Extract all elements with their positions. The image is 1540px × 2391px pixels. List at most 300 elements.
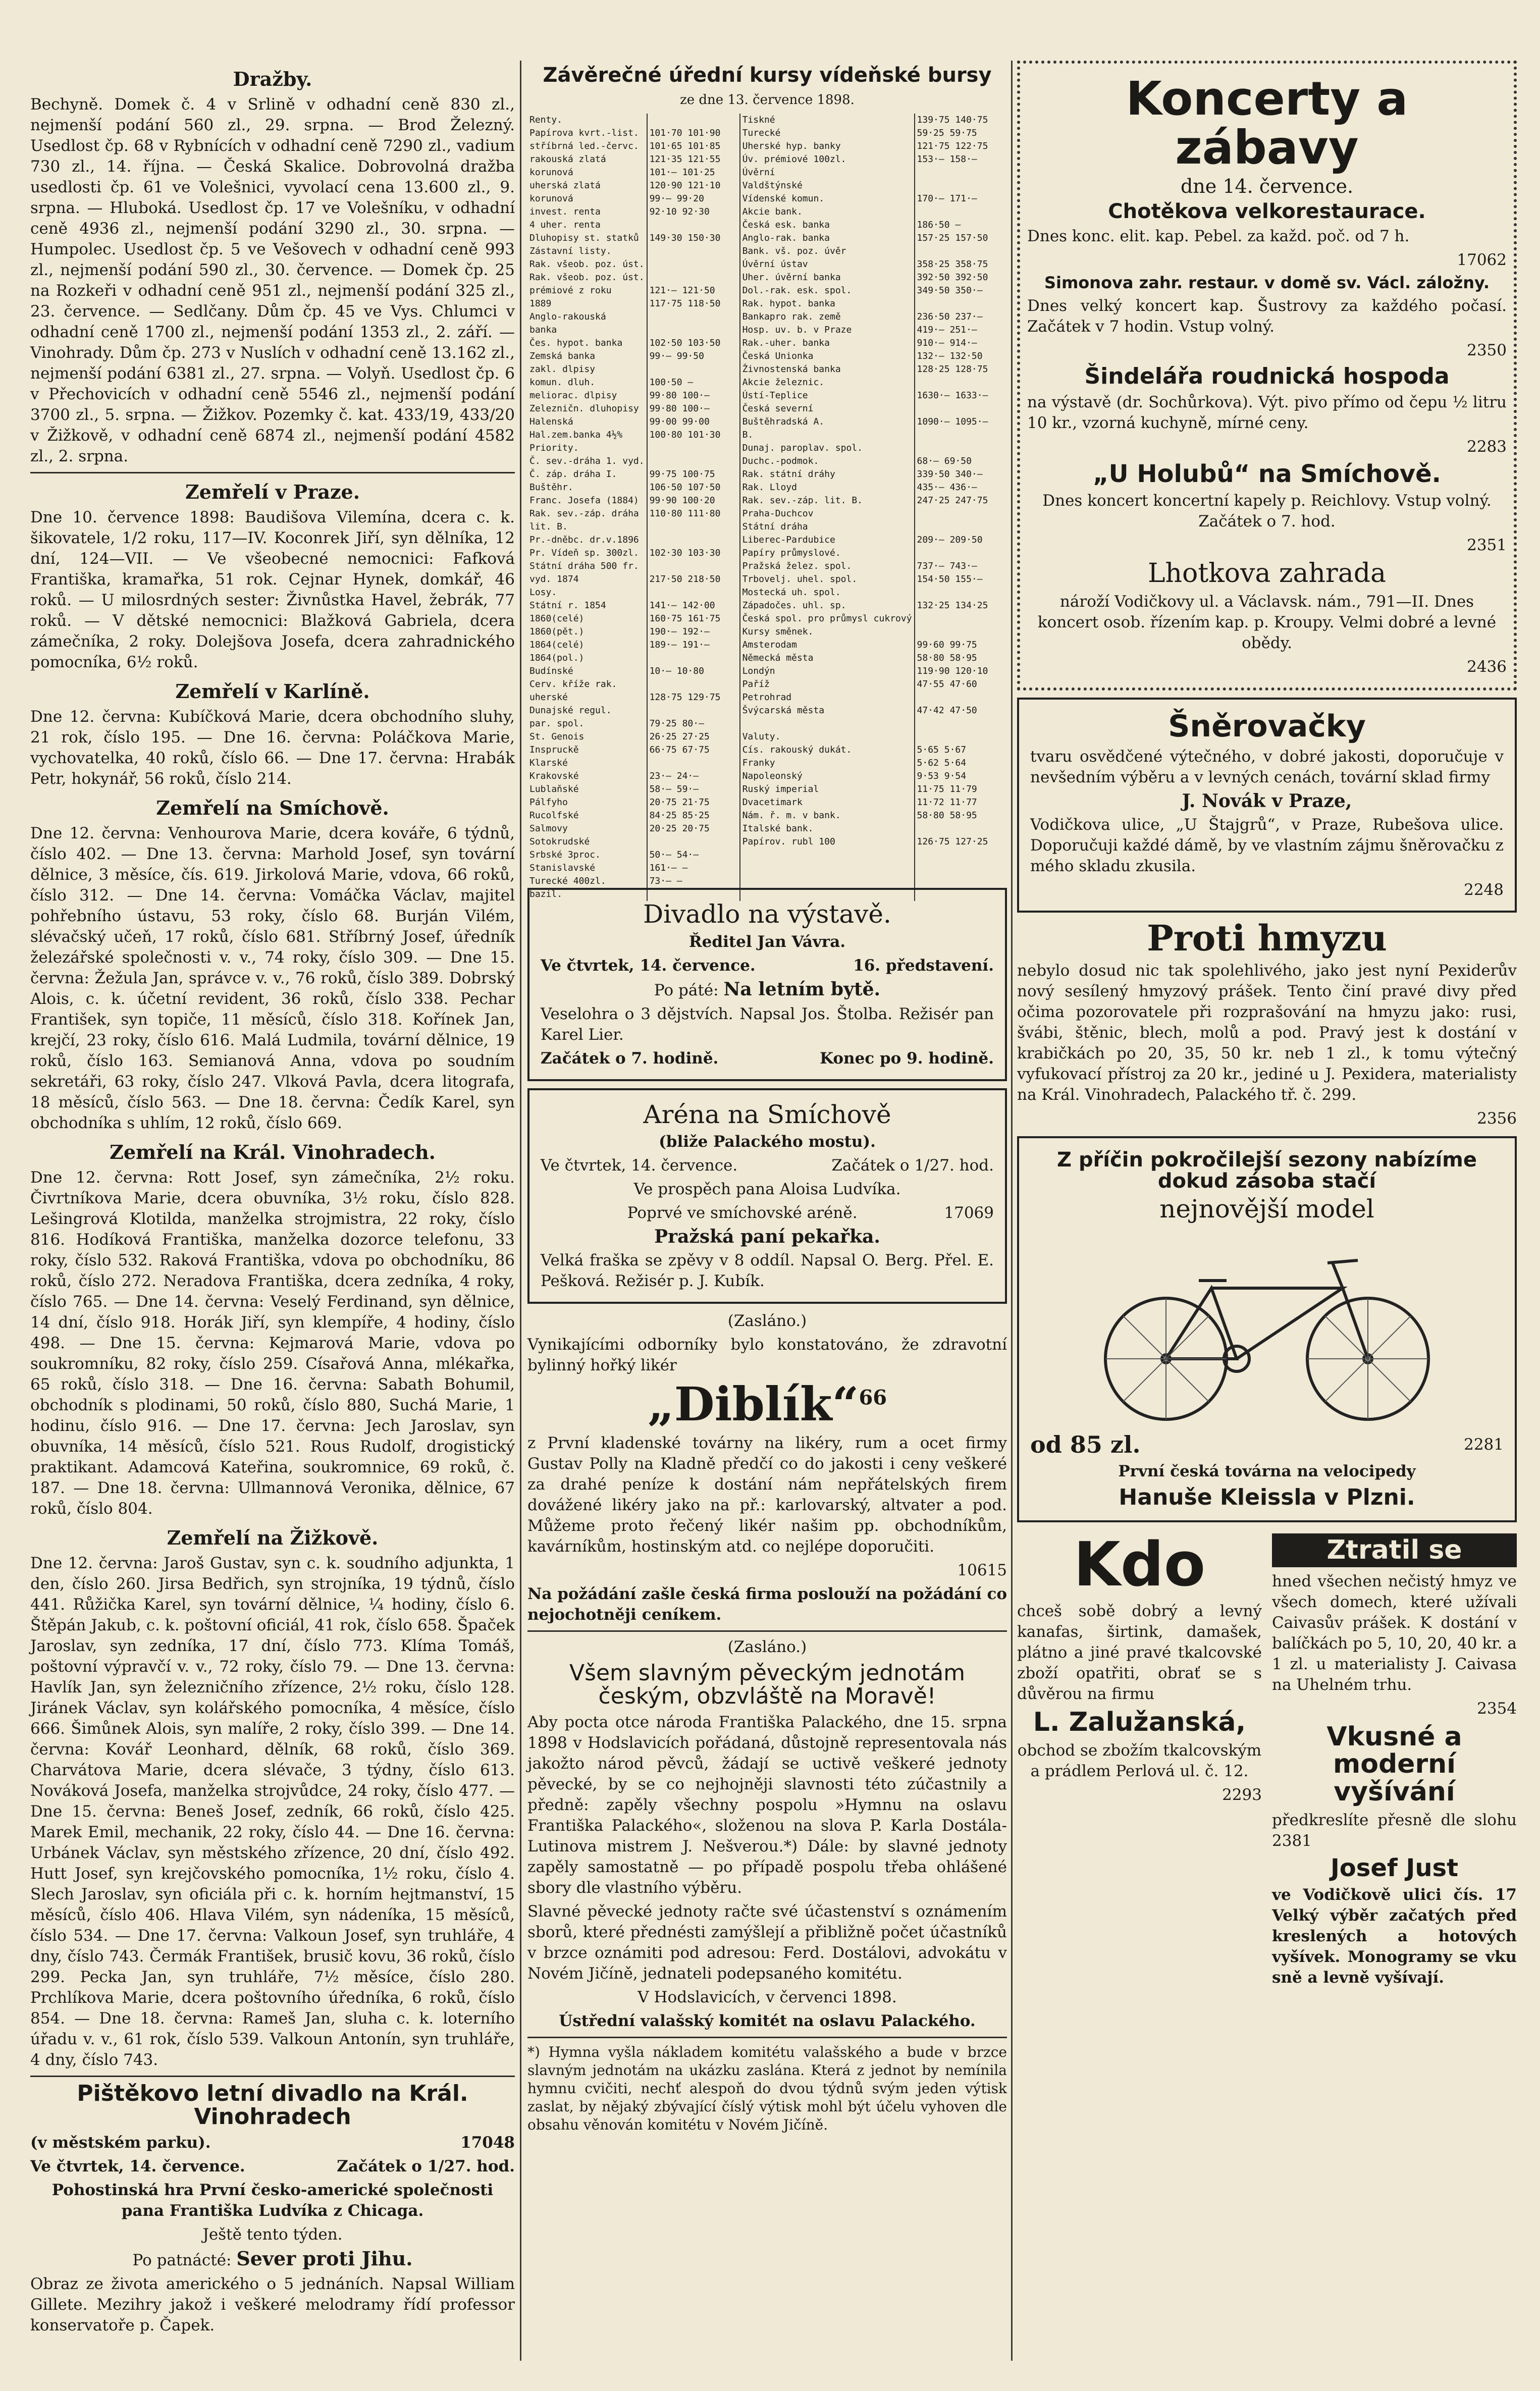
market-date: ze dne 13. července 1898. xyxy=(680,92,855,108)
section-title: Zemřelí v Karlíně. xyxy=(175,680,370,703)
ad-title: Proti hmyzu xyxy=(1147,917,1387,959)
section-title: Zemřelí na Žižkově. xyxy=(167,1526,379,1549)
ad-title: Koncerty a zábavy xyxy=(1126,72,1408,175)
market-item-name: prémiové z roku xyxy=(529,285,612,296)
section-text: Dne 12. června: Jaroš Gustav, syn c. k. soudního adjunkta, 1 den, číslo 260. Jirsa Bedřich, syn strojníka, 19 týdnů, číslo 441. Růžička Karel, syn tovární dělnice, ¼ hodiny, číslo 6. Štěpán Jakub, c. k. poštovní oficiál, 41 rok, číslo 658. Špaček Jaroslav, syn zedníka, 17 dní, číslo 773. Klíma Tomáš, poštovní výpravčí v. v., 72 roky, číslo 79. — Dne 13. června: Havlík Jan, syn železničního zřízence, 2½ roku, číslo 128. Jiránek Václav, syn kolářského pomocníka, 4 měsíce, číslo 666. Šimůnek Alois, syn malíře, 2 roky, číslo 399. — Dne 14. června: Kovář Leonhard, dělník, 68 roků, číslo 369. Charvátova Marie, dcera slévače, 3 týdny, číslo 613. Nováková Josefa, manželka strojvůdce, 24 roky, číslo 477. — Dne 15. června: Beneš Josef, zedník, 66 roků, číslo 425. Marek Emil, mechanik, 22 roky, číslo 44. — Dne 16. června: Urbánek Václav, syn městského zřízence, 20 dní, číslo 492. Hutt Josef, syn krejčovského pomocníka, 1½ roku, číslo 4. Slech Jaroslav, syn oficiála při c. k. horním hejtmanství, 15 měsíců, číslo 406. Hlava Vilém, syn nádeníka, 15 měsíců, číslo 534. — Dne 17. června: Valkoun Josef, syn truhláře, 4 dny, číslo 743. Čermák František, brusič kovu, 36 roků, číslo 299. Pecka Jan, syn truhláře, 7½ měsíce, číslo 280. Prchlíkova Marie, dcera poštovního úředníka, 6 roků, číslo 854. — Dne 18. června: Rameš Jan, sluha c. k. loterního úřadu v. v., 61 rok, číslo 539. Valkoun Antonín, syn truhláře, 4 dny, číslo 743. xyxy=(30,1554,515,2069)
ad-text: Ředitel Jan Vávra. xyxy=(688,932,846,951)
ad-text: nároží Vodičkovy ul. a Václavsk. nám., 791—II. Dnes koncert osob. řízením kap. p. Kroupy. Velmi dobré a levné obědy. xyxy=(1037,592,1497,652)
market-item-value: 99·— 99·20 xyxy=(649,193,704,204)
market-item-value: 128·75 129·75 xyxy=(649,692,721,703)
market-item-name: Švýcarská města xyxy=(742,705,825,716)
market-item-name: Hosp. uv. b. v Praze xyxy=(742,325,852,335)
market-item-value: 9·53 9·54 xyxy=(917,771,967,781)
ad-text: (bliže Palackého mostu). xyxy=(659,1133,876,1151)
market-item-name: zakl. dlpisy xyxy=(529,364,596,375)
market-item-name: Bank. vš. poz. úvěr xyxy=(742,246,846,256)
market-item-name: 1864(celé) xyxy=(529,640,585,650)
ad-title: Lhotkova zahrada xyxy=(1148,558,1386,589)
market-item-name: Česká Unionka xyxy=(742,351,814,361)
market-item-value: 1090·— 1095·— xyxy=(917,416,988,427)
market-item-value: 100·80 101·30 xyxy=(649,430,721,440)
market-item-value: 435·— 436·— xyxy=(917,482,977,493)
market-item-value: 121·75 122·75 xyxy=(917,141,988,151)
market-item-value xyxy=(917,625,1005,639)
market-item-name: Bankapro rak. země xyxy=(742,311,841,322)
ad-title: L. Zalužanská, xyxy=(1033,1707,1246,1738)
market-item-name: Petrohrad xyxy=(742,692,792,703)
linen-ad xyxy=(1017,1529,1262,1991)
market-item-value: 11·75 11·79 xyxy=(917,784,977,794)
market-item-value xyxy=(917,205,1005,219)
notice-label: (Zasláno.) xyxy=(727,1637,807,1656)
market-item-value xyxy=(917,297,1005,310)
market-item-name: Krakovské xyxy=(529,771,579,781)
market-item-value: 119·90 120·10 xyxy=(917,666,988,676)
market-item-value: 23·— 24·— xyxy=(649,771,699,781)
market-item-value: 26·25 27·25 xyxy=(649,731,710,742)
market-item-value: 139·75 140·75 xyxy=(917,115,988,125)
market-item-name: Akcie železnic. xyxy=(742,377,825,388)
ad-text: obchod se zbožím tkalcovským a prádlem Perlová ul. č. 12. xyxy=(1017,1741,1262,1780)
ad-title: Šindelářa roudnická hospoda xyxy=(1084,363,1450,389)
ad-title: „Diblík“$^{66}$ xyxy=(647,1377,887,1431)
market-item-name: Ústí-Teplice xyxy=(742,390,808,401)
market-item-name: 1860(pět.) xyxy=(529,626,585,637)
market-item-name: Uherské hyp. banky xyxy=(742,141,841,151)
market-item-name: par. spol. xyxy=(529,718,585,729)
market-item-name: Zelezničn. dluhopisy xyxy=(529,403,639,414)
ad-text: První česká továrna na velocipedy xyxy=(1118,1462,1416,1480)
ad-number: 17062 xyxy=(1457,251,1507,270)
market-item-name: Praha-Duchcov xyxy=(742,508,814,519)
market-item-value xyxy=(650,586,737,599)
ad-title: Ztratil se xyxy=(1272,1533,1517,1567)
market-item-value: 153·— 158·— xyxy=(917,154,977,165)
ad-text: nebylo dosud nic tak spolehlivého, jako jest nyní Pexiderův nový sesílený hmyzový prášek. Tento činí pravé divy před očima pozorovatele při rozprašování na hmyzu jako: rusi, švábi, štěnic, blech, molů a pod. Pravý jest k dostání v krabičkách po 20, 35, 50 kr. neb 1 zl., k tomu výtečný vyfukovací přístroj za 20 kr., jediné u J. Pexidera, materialisty na Král. Vinohradech, Palackého tř. č. 299. xyxy=(1017,962,1517,1104)
market-item-value: 126·75 127·25 xyxy=(917,836,988,847)
market-item-name: Buštěhradská A. xyxy=(742,416,825,427)
section-title: Zemřelí v Praze. xyxy=(185,481,360,503)
market-item-name: Rak. všeob. poz. úst. xyxy=(529,259,645,270)
market-item-name: Rak. státní dráhy xyxy=(742,469,835,480)
market-item-value: 132·— 132·50 xyxy=(917,351,983,361)
market-item-name: 1864(pol.) xyxy=(529,653,585,663)
market-item-value: 170·— 171·— xyxy=(917,193,977,204)
bicycle-illustration xyxy=(1090,1233,1444,1424)
market-item-value: 128·25 128·75 xyxy=(917,364,988,375)
market-item-name: St. Genois xyxy=(529,731,585,742)
market-item-name: Pr. Vídeň sp. 300zl. xyxy=(529,548,639,558)
market-item-value: 186·50 — xyxy=(917,220,961,230)
market-item-value xyxy=(650,534,737,547)
market-item-name: rakouská zlatá xyxy=(529,154,606,165)
ad-title: Hanuše Kleissla v Plzni. xyxy=(1119,1484,1415,1510)
market-item-name: Valdštýnské xyxy=(742,180,803,191)
market-item-name: Salmovy xyxy=(529,823,568,834)
market-names-right xyxy=(740,114,915,901)
bicycle-ad xyxy=(1017,1136,1517,1522)
market-item-name: Papírova kvrt.-list. xyxy=(529,128,639,138)
market-item-name: Dluhopisy st. statků xyxy=(529,233,639,243)
ad-text: hned všechen nečistý hmyz ve všech domech, které užívali Caivasův prášek. K dostání v balíčkách po 5, 10, 20, 40 kr. a 1 zl. u materialisty J. Caivasa na Uhelném trhu. xyxy=(1272,1572,1517,1694)
market-item-name: Dvacetimark xyxy=(742,797,803,808)
market-item-value xyxy=(650,560,737,573)
ad-line: Po páté: Na letním bytě. xyxy=(654,978,881,1000)
market-item-name: Cerv. kříže rak. xyxy=(529,679,617,689)
market-item-value xyxy=(650,757,737,770)
ad-text: Dnes konc. elit. kap. Pebel. za každ. poč. od 7 h. xyxy=(1027,227,1410,246)
market-item-name: komun. dluh. xyxy=(529,377,596,388)
ad-number: 10615 xyxy=(957,1561,1007,1579)
market-item-value xyxy=(917,442,1005,455)
market-item-name: Valuty. xyxy=(742,731,781,742)
ad-text: Velká fraška se zpěvy v 8 oddíl. Napsal O. Berg. Přel. E. Pešková. Režisér p. J. Kubík. xyxy=(541,1251,994,1290)
market-values-left xyxy=(647,114,740,901)
market-item-name: Londýn xyxy=(742,666,775,676)
market-item-value: 149·30 150·30 xyxy=(649,233,721,243)
ad-text: Ústřední valašský komitét na oslavu Palackého. xyxy=(559,2011,976,2030)
market-item-value: 99·75 100·75 xyxy=(649,469,715,480)
market-item-value: 79·25 80·— xyxy=(649,718,704,729)
market-item-name: Papírov. rubl 100 xyxy=(742,836,835,847)
market-item-value: 58·80 58·95 xyxy=(917,653,977,663)
market-item-value: 117·75 118·50 xyxy=(649,298,721,309)
market-item-value xyxy=(917,691,1005,704)
market-item-name: Trbovelj. uhel. spol. xyxy=(742,574,858,585)
footnote: *) Hymna vyšla nákladem komitétu valašského a bude v brzce slavným jednotám na ukázku zaslána. Která z jednot by nemínila hymnu cvičiti, nechť alespoň do dvou týdnů svým jeden výtisk zaslat, by nějaký zbývající číslý výtisk mohl být účelu vyhoven dle obsahu věnován komitétu v Novém Jičíně. xyxy=(527,2043,1007,2133)
market-item-value: 106·50 107·50 xyxy=(649,482,721,493)
divider xyxy=(30,2076,515,2077)
ad-title: Josef Just xyxy=(1330,1853,1459,1882)
market-item-name: Klarské xyxy=(529,758,568,768)
ad-number: 2283 xyxy=(1467,437,1507,456)
ad-title: Simonova zahr. restaur. v domě sv. Václ. záložny. xyxy=(1044,273,1490,293)
ad-title: Vkusné a moderní vyšívání xyxy=(1326,1721,1462,1807)
market-item-value: 141·— 142·00 xyxy=(649,600,715,611)
market-item-value xyxy=(917,547,1005,560)
ad-text: Vynikajícími odborníky bylo konstatováno, že zdravotní bylinný hořký likér xyxy=(527,1336,1007,1374)
market-item-value: 66·75 67·75 xyxy=(649,745,710,755)
ad-text: J. Novák v Praze, xyxy=(1182,790,1352,812)
market-item-value: 209·— 209·50 xyxy=(917,535,983,545)
market-item-name: Rak. hypot. banka xyxy=(742,298,835,309)
market-item-value: 102·30 103·30 xyxy=(649,548,721,558)
market-item-value: 190·— 192·— xyxy=(649,626,710,637)
market-item-value xyxy=(917,245,1005,258)
market-item-value: 101·65 101·85 xyxy=(649,141,721,151)
market-item-name: uherské xyxy=(529,692,568,703)
market-item-name: Napoleonský xyxy=(742,771,803,781)
market-item-name: Pr.-dněbc. dr.v.1896 xyxy=(529,535,639,545)
ad-title: Kdo xyxy=(1073,1530,1206,1601)
market-item-value: 20·75 21·75 xyxy=(649,797,710,808)
corset-ad xyxy=(1017,698,1517,913)
market-item-value: 132·25 134·25 xyxy=(917,600,988,611)
market-item-name: Česká spol. pro průmysl cukrový xyxy=(742,613,912,624)
market-item-value: 47·55 47·60 xyxy=(917,679,977,689)
market-item-value: 47·42 47·50 xyxy=(917,705,977,716)
market-item-value: 73·— — xyxy=(649,876,682,886)
market-item-value: 5·65 5·67 xyxy=(917,745,967,755)
market-item-value xyxy=(917,612,1005,625)
arena-ad xyxy=(527,1088,1007,1304)
bottom-ads xyxy=(1017,1529,1517,1991)
market-item-value: 11·72 11·77 xyxy=(917,797,977,808)
ad-title: Pištěkovo letní divadlo na Král. Vinohradech xyxy=(77,2081,468,2130)
market-item-name: Paříž xyxy=(742,679,770,689)
ad-text: ve Vodičkově ulici čís. 17 Velký výběr začatých před kreslených a hotových vyšívek. Monogramy se vku sně a levně vyšívají. xyxy=(1272,1885,1517,1987)
market-item-name: banka xyxy=(529,325,557,335)
market-item-value: 217·50 218·50 xyxy=(649,574,721,585)
market-item-name: Úvěrní xyxy=(742,167,775,178)
ad-text: V Hodslavicích, v červenci 1898. xyxy=(638,1988,897,2006)
market-title: Závěrečné úřední kursy vídeňské bursy xyxy=(543,64,992,87)
market-item-name: Kursy směnek. xyxy=(742,626,814,637)
divider xyxy=(30,472,515,473)
ad-text: tvaru osvědčené výtečného, v dobré jakosti, doporučuje v nevšedním výběru a v levných cenách, tovární sklad firmy xyxy=(1030,747,1504,786)
market-item-value: 99·80 100·— xyxy=(649,390,710,401)
market-item-value: 157·25 157·50 xyxy=(917,233,988,243)
market-item-name: Halenská xyxy=(529,416,573,427)
market-item-value xyxy=(917,822,1005,835)
market-item-value: 121·35 121·55 xyxy=(649,154,721,165)
section-text: Bechyně. Domek č. 4 v Srlině v odhadní ceně 830 zl., nejmenší podání 560 zl., 29. srpna. — Brod Železný. Usedlost čp. 68 v Rybnících v odhadní ceně 7290 zl., vadium 730 zl., 14. října. — Česká Skalice. Dobrovolná dražba usedlosti čp. 61 ve Volešnici, vyvolací cena 13.600 zl., 9. srpna. — Hluboká. Usedlost čp. 17 ve Volešníku, v odhadní ceně 4936 zl., nejmenší podání 3290 zl., 30. srpna. — Humpolec. Usedlost čp. 5 ve Vešovech v odhadní ceně 993 zl., nejmenší podání 590 zl., 30. července. — Domek čp. 25 na Rozkeři v odhadní ceně 951 zl., nejmenší podání 325 zl., 23. července. — Sedlčany. Dům čp. 45 ve Vys. Chlumci v odhadní ceně 1700 zl., nejmenší podání 1353 zl., 2. září. — Vinohrady. Dům čp. 273 v Nuslích v odhadní ceně 13.162 zl., nejmenší podání 6381 zl., 27. srpna. — Volyň. Usedlost čp. 6 v Přechovicích v odhadní ceně 5546 zl., nejmenší podání 3700 zl., 5. srpna. — Žižkov. Pozemky č. kat. 433/19, 433/20 v Žižkově, v odhadní ceně 6874 zl., nejmenší podání 4582 zl., 2. srpna. xyxy=(30,95,515,465)
market-item-value: 910·— 914·— xyxy=(917,338,977,348)
ad-line: Ve čtvrtek, 14. července. Začátek o 1/27. hod. xyxy=(30,2157,515,2176)
ad-line: Začátek o 7. hodině. Konec po 9. hodině. xyxy=(541,1049,994,1068)
market-item-name: Č. záp. dráha I. xyxy=(529,469,617,480)
market-item-value: 247·25 247·75 xyxy=(917,495,988,506)
market-item-name: Franc. Josefa (1884) xyxy=(529,495,639,506)
market-item-name: Živnostenská banka xyxy=(742,364,841,375)
market-item-value: 58·— 59·— xyxy=(649,784,699,794)
market-item-name: Česká esk. banka xyxy=(742,220,830,230)
market-item-name: Stanislavské xyxy=(529,863,596,873)
section-text: Dne 10. července 1898: Baudišova Vilemína, dcera c. k. šikovatele, 1/2 roku, 117—IV. Koconrek Jiří, syn dělníka, 12 dní, 124—VII. — Ve všeobecné nemocnici: Fafková Františka, kramařka, 51 rok. Cejnar Hynek, domkář, 46 roků. — U milosrdných sester: Živnůstka Havel, žebrák, 77 roků. — V dětské nemocnici: Blažková Gabriela, dcera zámečníka, 2 roky. Dolejšova Josefa, dcera zahradnického pomocníka, 6½ roků. xyxy=(30,508,515,671)
market-item-name: Rak.-uher. banka xyxy=(742,338,830,348)
ad-title: nejnovější model xyxy=(1159,1194,1374,1224)
market-item-name: Zemská banka xyxy=(529,351,596,361)
market-item-name: Západočes. uhl. sp. xyxy=(742,600,846,611)
market-item-name: Zástavní listy. xyxy=(529,246,612,256)
ad-title: Z příčin pokročilejší sezony nabízíme dokud zásoba stačí xyxy=(1057,1148,1477,1193)
market-item-name: korunová xyxy=(529,167,573,178)
market-item-value xyxy=(650,324,737,337)
market-item-name: uherská zlatá xyxy=(529,180,601,191)
market-item-name: Vídenské komun. xyxy=(742,193,825,204)
market-item-value: 236·50 237·— xyxy=(917,311,983,322)
column-right xyxy=(1017,61,1517,1991)
market-item-value xyxy=(650,245,737,258)
market-item-name: Hal.zem.banka 4½% xyxy=(529,430,623,440)
market-item-value xyxy=(650,835,737,848)
ad-line: předkreslíte přesně dle slohu 2381 xyxy=(1272,1811,1517,1850)
column-divider xyxy=(520,61,521,2361)
market-item-name: Dol.-rak. esk. spol. xyxy=(742,285,852,296)
divider xyxy=(527,2037,1007,2038)
market-item-name: Amsterodam xyxy=(742,640,797,650)
market-item-value xyxy=(650,114,737,127)
ad-line: Ve čtvrtek, 14. července. 16. představení. xyxy=(541,956,994,975)
ad-line: od 85 zl. 2281 xyxy=(1030,1430,1504,1458)
ad-text: Dnes koncert koncertní kapely p. Reichlovy. Vstup volný. Začátek o 7. hod. xyxy=(1042,492,1492,531)
ad-text: Ve prospěch pana Aloisa Ludvíka. xyxy=(633,1180,901,1198)
market-table xyxy=(527,114,1007,899)
ad-number: 2354 xyxy=(1477,1699,1517,1718)
ad-number: 2293 xyxy=(1222,1785,1262,1804)
market-item-name: Rak. Lloyd xyxy=(742,482,797,493)
ad-number: 2436 xyxy=(1467,657,1507,676)
market-item-value: 737·— 743·— xyxy=(917,561,977,571)
market-item-name: Uher. úvěrní banka xyxy=(742,272,841,283)
ad-number: 2350 xyxy=(1467,341,1507,359)
section-text: Dne 12. června: Venhourova Marie, dcera kováře, 6 týdnů, číslo 402. — Dne 13. června: Marhold Josef, syn tovární dělnice, 3 měsíce, čís. 619. Jirkolová Marie, vdova, 66 roků, číslo 312. — Dne 14. června: Vomáčka Václav, majitel pohřebního ústavu, 53 roky, číslo 68. Burján Vilém, slévačský učeň, 17 roků, číslo 681. Stříbrný Josef, úředník železářské společnosti v. v., 74 roky, číslo 309. — Dne 15. června: Žežula Jan, správce v. v., 76 roků, číslo 389. Dobrský Alois, c. k. účetní revident, 36 roků, číslo 338. Pechar František, syn topiče, 11 měsíců, číslo 318. Kořínek Jan, krejčí, 23 roky, číslo 616. Malá Ludmila, tovární dělnice, 19 roků, číslo 163. Semianová Anna, vdova po soudním sekretáři, 63 roky, číslo 247. Vlková Pavla, dcera litografa, 18 měsíců, číslo 563. — Dne 18. června: Čedík Karel, syn obchodníka s uhlím, 12 roků, číslo 669. xyxy=(30,824,515,1132)
market-item-value xyxy=(650,271,737,284)
market-item-name: Turecké xyxy=(742,128,781,138)
market-item-name: Liberec-Pardubice xyxy=(742,535,835,545)
market-item-value: 20·25 20·75 xyxy=(649,823,710,834)
market-item-value xyxy=(650,520,737,534)
market-item-name: Rak. sev.-záp. lit. B. xyxy=(742,495,863,506)
market-item-name: Pálfyho xyxy=(529,797,568,808)
market-item-name: Papíry průmyslové. xyxy=(742,548,841,558)
market-item-name: Budínské xyxy=(529,666,573,676)
market-item-value: 161·— — xyxy=(649,863,688,873)
market-item-value xyxy=(650,363,737,376)
market-item-name: Německá města xyxy=(742,653,814,663)
market-item-value: 419·— 251·— xyxy=(917,325,977,335)
ad-text: na výstavě (dr. Sochůrkova). Výt. pivo přímo od čepu ½ litru 10 kr., vzorná kuchyně, mírné ceny. xyxy=(1027,393,1507,432)
market-item-name: 4 uher. renta xyxy=(529,220,601,230)
market-item-name: Priority. xyxy=(529,443,579,453)
market-item-value: 160·75 161·75 xyxy=(649,613,721,624)
pest-ad xyxy=(1272,1529,1517,1991)
market-item-name: 1860(celé) xyxy=(529,613,585,624)
market-item-value: 102·50 103·50 xyxy=(649,338,721,348)
ad-text: Pražská paní pekařka. xyxy=(654,1226,880,1247)
market-item-value: 121·— 121·50 xyxy=(649,285,715,296)
market-item-name: Akcie bank. xyxy=(742,206,803,217)
market-item-value xyxy=(917,402,1005,415)
notice-label: (Zasláno.) xyxy=(727,1312,807,1330)
ad-text: Slavné pěvecké jednoty račte své účastenství s oznámením sborů, které přednésti zamýšlejí a přibližně počet účastníků v brzce oznámiti pod adresou: Ferd. Dostálovi, advokátu v Novém Jičíně, jednateli podepsaného komitétu. xyxy=(527,1902,1007,1983)
ad-line: Poprvé ve smíchovské aréně. 17069 xyxy=(627,1204,994,1222)
market-item-value: 110·80 111·80 xyxy=(649,508,721,519)
ad-text: Aby pocta otce národa Františka Palackého, dne 15. srpna 1898 v Hodslavicích pořádaná, důstojně representovala nás jakožto národ pěvců, žádají se uctivě veškeré jednoty pěvecké, by se co nejhojněji slavnosti této zúčastnily a předně: zapěly všechny pospolu »Hymnu na oslavu Františka Palackého«, složenou na slova P. Karla Dostála-Lutinova mistrem J. Nešverou.*) Dále: by slavné jednoty zapěly samostatně — po případě pospolu třeba ohlášené sbory dle vlastního výběru. xyxy=(527,1713,1007,1897)
section-title: Zemřelí na Smíchově. xyxy=(156,796,389,819)
market-item-name: meliorac. dlpisy xyxy=(529,390,617,401)
market-item-value xyxy=(650,704,737,717)
ad-title: Aréna na Smíchově xyxy=(643,1099,891,1129)
market-item-name: Lublaňské xyxy=(529,784,579,794)
market-names-left xyxy=(527,114,647,901)
market-item-value: 99·80 100·— xyxy=(649,403,710,414)
ad-title: Divadlo na výstavě. xyxy=(643,899,891,929)
market-item-name: 1889 xyxy=(529,298,552,309)
section-title: Dražby. xyxy=(233,68,312,90)
market-item-name: Mostecká uh. spol. xyxy=(742,587,841,598)
market-item-value xyxy=(650,652,737,665)
market-item-name: Tiskné xyxy=(742,115,775,125)
market-item-value: 68·— 69·50 xyxy=(917,456,972,466)
market-item-name: Úv. prémiové 100zl. xyxy=(742,154,846,165)
market-item-value xyxy=(650,258,737,271)
market-item-name: Státní dráha 500 fr. xyxy=(529,561,639,571)
market-item-name: Ruský imperial xyxy=(742,784,819,794)
market-item-value xyxy=(650,455,737,468)
ad-text: Obraz ze života amerického o 5 jednáních. Napsal William Gillete. Mezihry jakož i veškeré melodramy řídí professor konservatoře p. Čapek. xyxy=(30,2275,515,2335)
market-item-name: Úvěrní ústav xyxy=(742,259,808,270)
ad-number: 2351 xyxy=(1467,536,1507,555)
market-item-name: Duchc.-podmok. xyxy=(742,456,819,466)
market-item-name: Rak. všeob. poz. úst. xyxy=(529,272,645,283)
market-item-value: 84·25 85·25 xyxy=(649,810,710,821)
market-item-name: Anglo-rakouská xyxy=(529,311,606,322)
market-item-value xyxy=(917,507,1005,520)
market-item-value xyxy=(917,179,1005,192)
market-item-value: 120·90 121·10 xyxy=(649,180,721,191)
market-item-value: 100·50 — xyxy=(649,377,694,388)
concerts-frame xyxy=(1017,61,1517,690)
divider xyxy=(527,1630,1007,1632)
market-item-value xyxy=(650,219,737,232)
market-item-name: Srbské 3proc. xyxy=(529,849,601,860)
market-item-name: Franky xyxy=(742,758,775,768)
market-item-name: Č. sev.-dráha 1. vyd. xyxy=(529,456,645,466)
market-item-name: Renty. xyxy=(529,115,563,125)
market-item-name: Rucolfské xyxy=(529,810,579,821)
market-item-name: Pražská želez. spol. xyxy=(742,561,852,571)
market-item-name: bazil. xyxy=(529,889,563,899)
market-item-value: 1630·— 1633·— xyxy=(917,390,988,401)
market-item-value: 101·70 101·90 xyxy=(649,128,721,138)
market-item-value xyxy=(917,717,1005,730)
ad-title: Chotěkova velkorestaurace. xyxy=(1108,200,1426,224)
market-item-name: Inspruckě xyxy=(529,745,579,755)
ad-title: Všem slavným pěveckým jednotám českým, obzvláště na Moravě! xyxy=(569,1660,966,1709)
market-item-name xyxy=(742,717,912,730)
market-item-name: Buštěhr. xyxy=(529,482,573,493)
ad-line: Po patnácté: Sever proti Jihu. xyxy=(132,2247,413,2270)
ad-number: 2356 xyxy=(1477,1109,1517,1128)
section-text: Dne 12. června: Kubíčková Marie, dcera obchodního sluhy, 21 rok, číslo 195. — Dne 16. června: Poláčkova Marie, vychovatelka, 40 roků, číslo 66. — Dne 17. června: Hrabák Petr, hokynář, 56 roků, číslo 214. xyxy=(30,708,515,788)
market-item-value xyxy=(650,310,737,324)
market-item-value: 99·— 99·50 xyxy=(649,351,704,361)
ad-title: „U Holubů“ na Smíchově. xyxy=(1093,459,1441,488)
market-item-name: Čes. hypot. banka xyxy=(529,338,623,348)
market-item-value: 349·50 350·— xyxy=(917,285,983,296)
market-item-name: Rak. sev.-záp. dráha xyxy=(529,508,639,519)
market-item-name: Sotokrudské xyxy=(529,836,590,847)
market-item-value xyxy=(917,586,1005,599)
ad-text: Veselohra o 3 dějstvích. Napsal Jos. Štolba. Režisér pan Karel Lier. xyxy=(541,1004,994,1044)
market-item-value: 10·— 10·80 xyxy=(649,666,704,676)
section-title: Zemřelí na Král. Vinohradech. xyxy=(110,1141,436,1163)
ad-title: Šněrovačky xyxy=(1168,708,1366,744)
market-item-value: 5·62 5·64 xyxy=(917,758,967,768)
ad-text: Dnes velký koncert kap. Šustrovy za každého počasí. Začátek v 7 hodin. Vstup volný. xyxy=(1027,296,1507,336)
market-item-value: 101·— 101·25 xyxy=(649,167,715,178)
market-item-value: 392·50 392·50 xyxy=(917,272,988,283)
market-item-name: invest. renta xyxy=(529,206,601,217)
ad-line: Ve čtvrtek, 14. července. Začátek o 1/27. hod. xyxy=(541,1156,994,1175)
section-text: Dne 12. června: Rott Josef, syn zámečníka, 2½ roku. Čivrtníkova Marie, dcera obuvníka, 3½ roku, číslo 828. Lešingrová Klotilda, manželka strojmistra, 22 roky, číslo 816. Hodíková Františka, manželka dozorce telefonu, 33 roky, číslo 532. Raková Františka, vdova po obchodníku, 86 roků, číslo 272. Neradova Františka, dcera zedníka, 4 roky, číslo 765. — Dne 14. června: Veselý Ferdinand, syn dělnice, 14 dní, číslo 918. Horák Jiří, syn klempíře, 4 hodiny, číslo 498. — Dne 15. června: Kejmarová Marie, vdova po soukromníku, 82 roky, číslo 259. Císařová Anna, mlékařka, 65 roků, číslo 318. — Dne 16. června: Sabath Bohumil, obchodník s plodinami, 50 roků, číslo 880, Suchá Marie, 1 hodinu, číslo 916. — Dne 17. června: Jech Jaroslav, syn obuvníka, 14 měsíců, číslo 521. Rous Rudolf, drogistický praktikant. Adamcová Kateřina, soukromnice, 69 roků, č. 187. — Dne 18. června: Ullmannová Veronika, dělnice, 67 roků, číslo 804. xyxy=(30,1168,515,1518)
market-item-value: 99·90 100·20 xyxy=(649,495,715,506)
ad-text: Vodičkova ulice, „U Štajgrů“, v Praze, Rubešova ulice. Doporučuji každé dámě, by ve vlastním zájmu šněrovačku z mého skladu zkusila. xyxy=(1030,815,1504,875)
market-item-name: lit. B. xyxy=(529,521,568,532)
market-item-value xyxy=(917,166,1005,179)
market-item-name: Nám. ř. m. v bank. xyxy=(742,810,841,821)
